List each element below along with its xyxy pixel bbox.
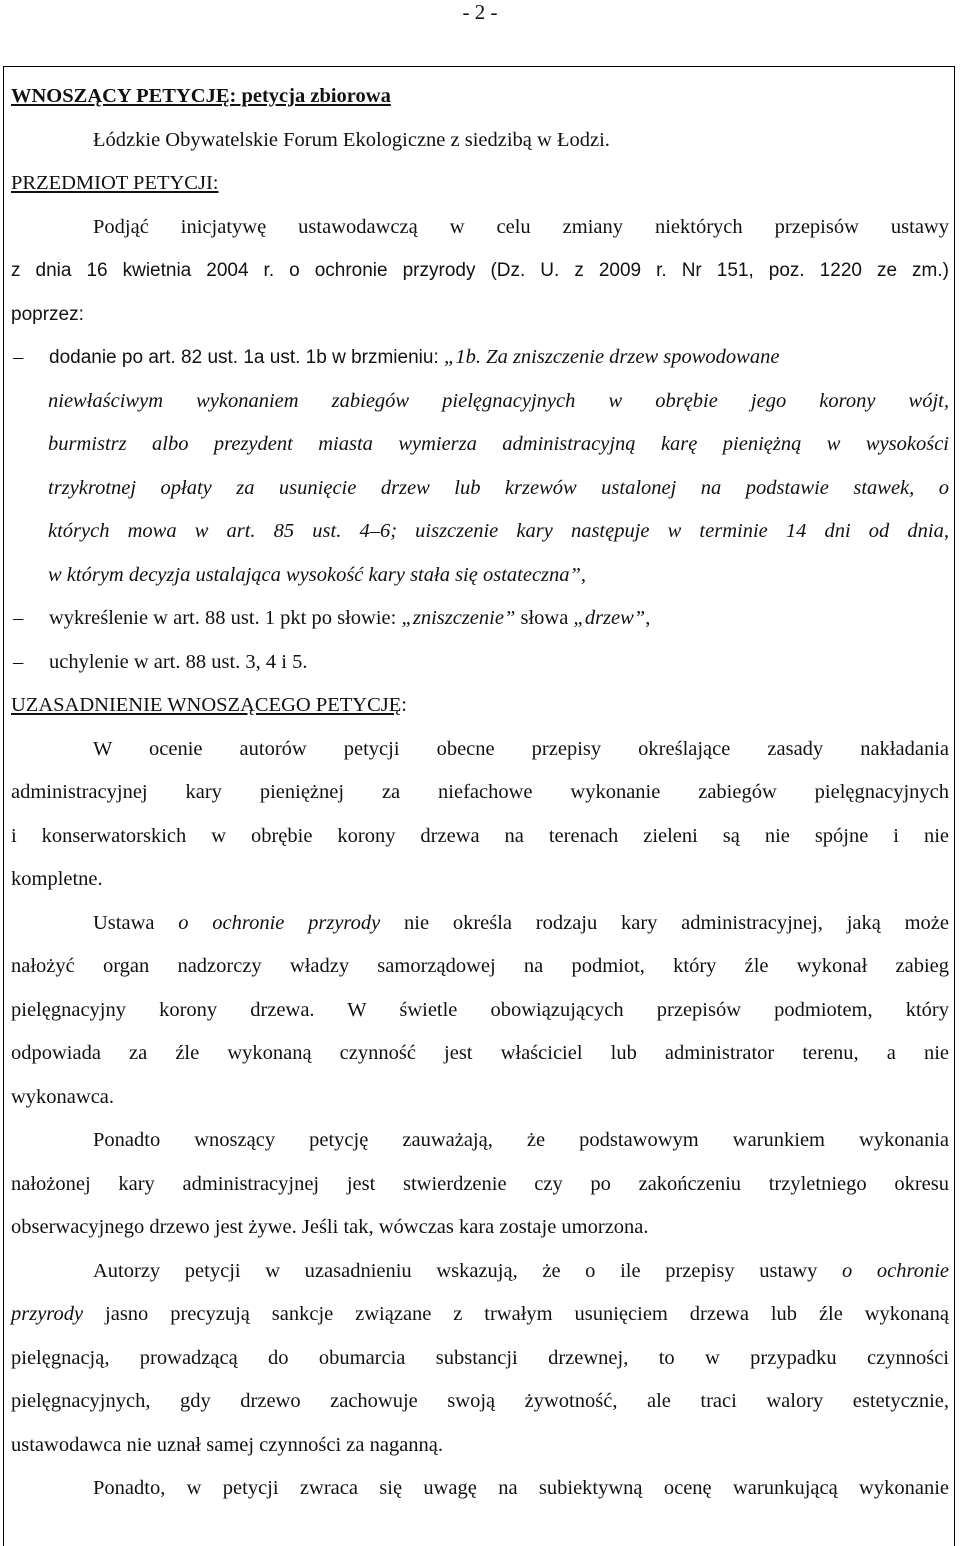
- amendment-item-2: [11, 597, 949, 641]
- amendment-2-word-2: „drzew”: [573, 607, 646, 629]
- p2-line-1-b: nie określa rodzaju kary administracyjnej, jaką może: [380, 911, 949, 934]
- subject-line-2: z dnia 16 kwietnia 2004 r. o ochronie przyrody (Dz. U. z 2009 r. Nr 151, poz. 1220 ze zm.): [11, 260, 949, 281]
- p4-line-1-italic: o ochronie: [842, 1259, 949, 1282]
- amendment-1-line-4: trzykrotnej opłaty za usunięcie drzew lub krzewów ustalonej na podstawie stawek, o: [48, 476, 949, 499]
- page-number: - 2 -: [462, 0, 498, 24]
- amendment-1-line-6: w którym decyzja ustalająca wysokość kary stała się ostateczna”,: [48, 563, 587, 586]
- subject-label: PRZEDMIOT PETYCJI:: [11, 172, 219, 194]
- p1-line-1: W ocenie autorów petycji obecne przepisy określające zasady nakładania: [93, 737, 949, 760]
- p4-line-2-rest: jasno precyzują sankcje związane z trwałym usunięciem drzewa lub źle wykonaną: [83, 1303, 949, 1325]
- amendment-1-quote-start: „1b. Za zniszczenie drzew spowodowane: [444, 346, 780, 368]
- p4-line-1: [11, 1250, 949, 1294]
- amendment-1-line-3: burmistrz albo prezydent miasta wymierza administracyjną karę pieniężną w wysokości: [48, 433, 949, 455]
- p4-line-1-a: Autorzy petycji w uzasadnieniu wskazują, że o ile przepisy ustawy: [93, 1259, 842, 1282]
- amendment-2-word-1: „zniszczenie”: [401, 607, 516, 629]
- amendment-item-3: [11, 641, 949, 685]
- subject-line-1: Podjąć inicjatywę ustawodawczą w celu zmiany niektórych przepisów ustawy: [93, 215, 949, 238]
- dash-bullet: –: [13, 650, 24, 673]
- petitioner-label: WNOSZĄCY PETYCJĘ:: [11, 85, 237, 107]
- p4-line-4: pielęgnacyjnych, gdy drzewo zachowuje swoją żywotność, ale traci walory estetycznie,: [11, 1390, 949, 1412]
- p2-line-1: [11, 902, 949, 946]
- p1-line-4: kompletne.: [11, 868, 103, 890]
- petitioner-heading: [11, 75, 949, 119]
- p3-line-3: obserwacyjnego drzewo jest żywe. Jeśli tak, wówczas kara zostaje umorzona.: [11, 1216, 649, 1238]
- p4-line-2: [11, 1293, 949, 1337]
- p5-line-1: Ponadto, w petycji zwraca się uwagę na subiektywną ocenę warunkującą wykonanie: [93, 1477, 949, 1499]
- petitioner-type: petycja zbiorowa: [236, 85, 391, 107]
- p4-line-2-italic: przyrody: [11, 1303, 84, 1325]
- amendment-1-prefix: dodanie po art. 82 ust. 1a ust. 1b w brzmieniu:: [49, 347, 445, 368]
- amendment-1-line-2: niewłaściwym wykonaniem zabiegów pielęgnacyjnych w obrębie jego korony wójt,: [48, 389, 949, 412]
- subject-heading: [11, 162, 949, 206]
- p1-line-2: administracyjnej kary pieniężnej za niefachowe wykonanie zabiegów pielęgnacyjnych: [11, 781, 949, 803]
- p2-line-4: odpowiada za źle wykonaną czynność jest właściciel lub administrator terenu, a nie: [11, 1042, 949, 1064]
- amendment-3-text: uchylenie w art. 88 ust. 3, 4 i 5.: [49, 650, 308, 673]
- petition-content: [11, 75, 949, 1511]
- p4-line-3: pielęgnacją, prowadzącą do obumarcia substancji drzewnej, to w przypadku czynności: [11, 1346, 949, 1369]
- p2-line-3: pielęgnacyjny korony drzewa. W świetle obowiązujących przepisów podmiotem, który: [11, 998, 949, 1021]
- dash-bullet: –: [13, 607, 24, 629]
- amendment-2-middle: słowa: [515, 607, 574, 629]
- petitioner-name: Łódzkie Obywatelskie Forum Ekologiczne z siedzibą w Łodzi.: [93, 128, 610, 151]
- amendment-item-1: [11, 336, 949, 380]
- justification-colon: :: [401, 694, 407, 716]
- p2-line-1-a: Ustawa: [93, 911, 179, 934]
- p2-line-1-italic: o ochronie przyrody: [178, 911, 381, 934]
- subject-line-3: poprzez:: [11, 303, 84, 325]
- p4-line-5: ustawodawca nie uznał samej czynności za naganną.: [11, 1433, 444, 1456]
- amendment-2-prefix: wykreślenie w art. 88 ust. 1 pkt po słowie:: [49, 607, 402, 629]
- amendment-1-line-5: których mowa w art. 85 ust. 4–6; uiszczenie kary następuje w terminie 14 dni od dnia,: [48, 520, 949, 542]
- justification-label: UZASADNIENIE WNOSZĄCEGO PETYCJĘ: [11, 694, 402, 716]
- dash-bullet: –: [13, 346, 24, 368]
- p2-line-2: nałożyć organ nadzorczy władzy samorządowej na podmiot, który źle wykonał zabieg: [11, 955, 949, 977]
- justification-heading: [11, 684, 949, 728]
- p1-line-3: i konserwatorskich w obrębie korony drzewa na terenach zieleni są nie spójne i nie: [11, 824, 949, 847]
- amendment-2-end: ,: [645, 607, 651, 629]
- p2-line-5: wykonawca.: [11, 1085, 115, 1108]
- p3-line-2: nałożonej kary administracyjnej jest stwierdzenie czy po zakończeniu trzyletniego okresu: [11, 1172, 949, 1195]
- p3-line-1: Ponadto wnoszący petycję zauważają, że podstawowym warunkiem wykonania: [93, 1129, 949, 1151]
